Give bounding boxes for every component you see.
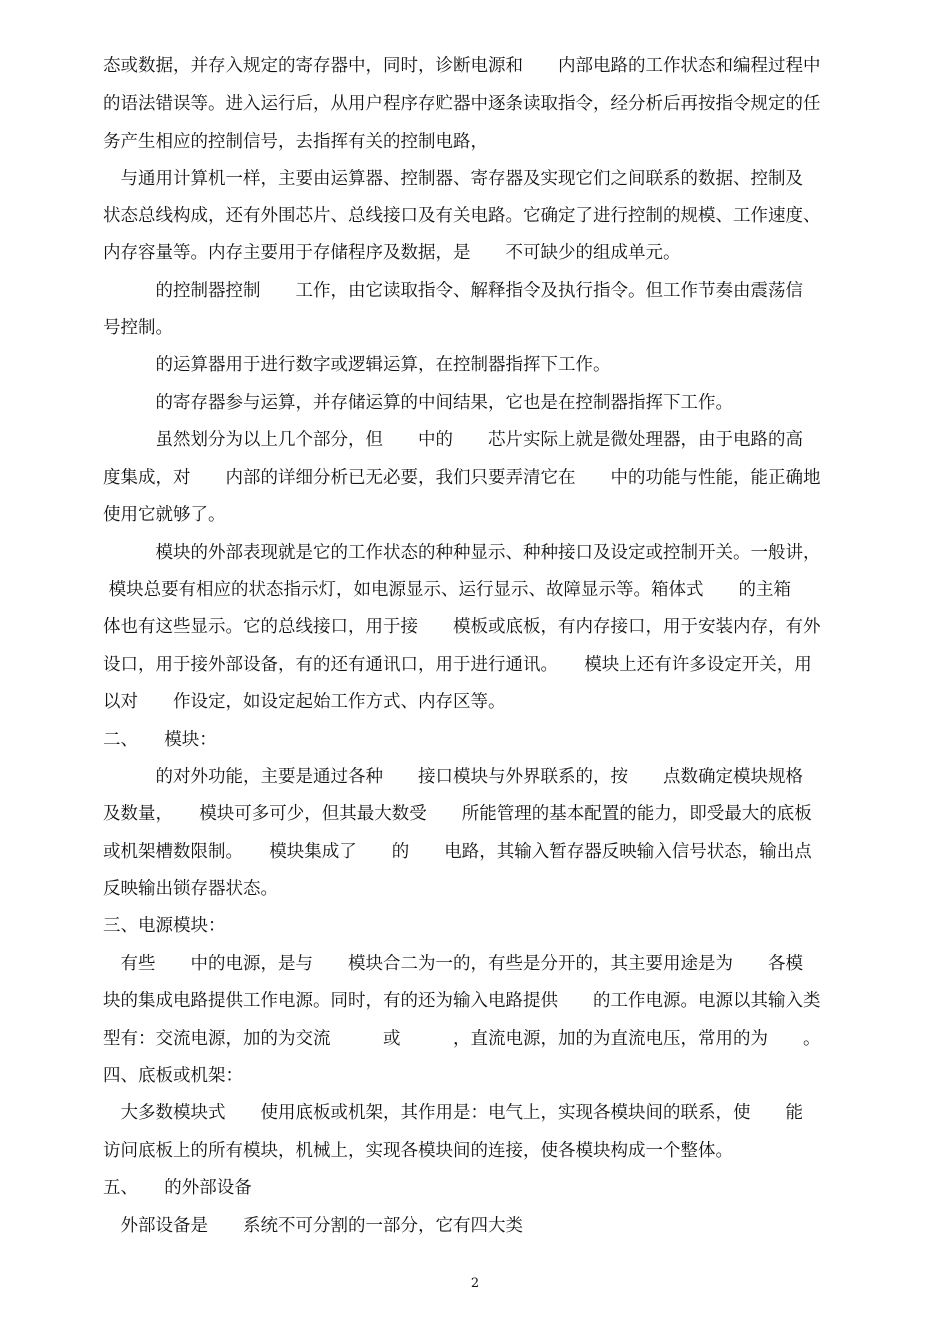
text-line: 内存容量等。内存主要用于存储程序及数据，是 不可缺少的组成单元。 (103, 243, 681, 263)
text-line: 态或数据，并存入规定的寄存器中，同时，诊断电源和 内部电路的工作状态和编程过程中 (103, 56, 821, 76)
text-line: 使用它就够了。 (103, 505, 226, 525)
text-line: 的对外功能，主要是通过各种 接口模块与外界联系的，按 点数确定模块规格 (103, 767, 803, 787)
text-line: 务产生相应的控制信号，去指挥有关的控制电路， (103, 132, 488, 152)
text-line: 度集成，对 内部的详细分析已无必要，我们只要弄清它在 中的功能与性能，能正确地 (103, 468, 821, 488)
text-line: 及数量， 模块可多可少，但其最大数受 所能管理的基本配置的能力，即受最大的底板 (103, 804, 812, 824)
text-line: 与通用计算机一样，主要由运算器、控制器、寄存器及实现它们之间联系的数据、控制及 (103, 169, 803, 189)
section-heading: 二、 模块： (103, 730, 217, 750)
text-line: 号控制。 (103, 318, 173, 338)
text-line: 大多数模块式 使用底板或机架，其作用是：电气上，实现各模块间的联系，使 能 (103, 1103, 803, 1123)
text-line: 外部设备是 系统不可分割的一部分，它有四大类 (103, 1216, 523, 1236)
text-line: 模块的外部表现就是它的工作状态的种种显示、种种接口及设定或控制开关。一般讲， (103, 543, 821, 563)
text-line: 或机架槽数限制。 模块集成了 的 电路，其输入暂存器反映输入信号状态，输出点 (103, 842, 812, 862)
text-line: 反映输出锁存器状态。 (103, 879, 278, 899)
text-line: 有些 中的电源，是与 模块合二为一的，有些是分开的，其主要用途是为 各模 (103, 954, 803, 974)
text-line: 体也有这些显示。它的总线接口，用于接 模板或底板，有内存接口，用于安装内存，有外 (103, 617, 821, 637)
text-line: 设口，用于接外部设备，有的还有通讯口，用于进行通讯。 模块上还有许多设定开关，用 (103, 655, 812, 675)
section-heading: 三、电源模块： (103, 916, 226, 936)
section-heading: 四、底板或机架： (103, 1066, 243, 1086)
text-line: 的控制器控制 工作，由它读取指令、解释指令及执行指令。但工作节奏由震荡信 (103, 281, 803, 301)
text-line: 虽然划分为以上几个部分，但 中的 芯片实际上就是微处理器，由于电路的高 (103, 430, 803, 450)
section-heading: 五、 的外部设备 (103, 1178, 252, 1198)
text-line: 状态总线构成，还有外围芯片、总线接口及有关电路。它确定了进行控制的规模、工作速度、 (103, 206, 821, 226)
page-number: 2 (470, 1276, 480, 1291)
text-line: 访问底板上的所有模块，机械上，实现各模块间的连接，使各模块构成一个整体。 (103, 1141, 733, 1161)
text-line: 型有：交流电源，加的为交流 或 ，直流电源，加的为直流电压，常用的为 。 (103, 1029, 821, 1049)
text-line: 以对 作设定，如设定起始工作方式、内存区等。 (103, 692, 506, 712)
text-line: 的运算器用于进行数字或逻辑运算，在控制器指挥下工作。 (103, 355, 611, 375)
text-line: 的寄存器参与运算，并存储运算的中间结果，它也是在控制器指挥下工作。 (103, 393, 733, 413)
text-line: 块的集成电路提供工作电源。同时，有的还为输入电路提供 的工作电源。电源以其输入类 (103, 991, 821, 1011)
text-line: 模块总要有相应的状态指示灯，如电源显示、运行显示、故障显示等。箱体式 的主箱 (103, 580, 792, 600)
text-line: 的语法错误等。进入运行后，从用户程序存贮器中逐条读取指令，经分析后再按指令规定的任 (103, 94, 821, 114)
